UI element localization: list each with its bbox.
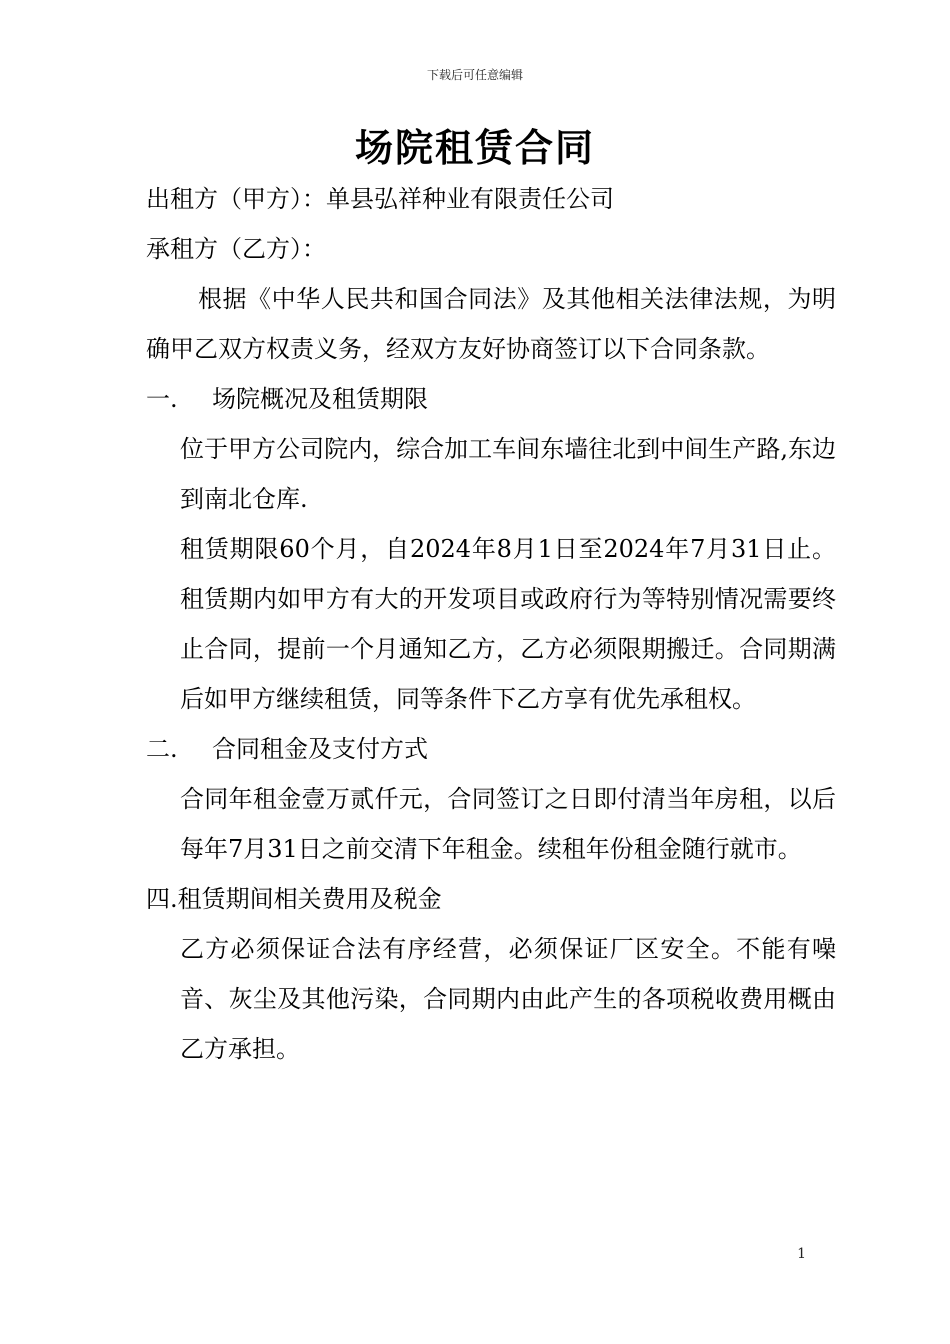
section-2-heading bbox=[146, 724, 836, 774]
lessor-line: 出租方（甲方）：单县弘祥种业有限责任公司 bbox=[146, 185, 614, 213]
section-1-paragraph-1: 位于甲方公司院内，综合加工车间东墙往北到中间生产路,东边到南北仓库. bbox=[180, 435, 836, 513]
section-title: 场院概况及租赁期限 bbox=[212, 385, 428, 413]
document-title: 场院租赁合同 bbox=[354, 125, 595, 170]
section-title: 合同租金及支付方式 bbox=[212, 735, 428, 763]
section-title: 租赁期间相关费用及税金 bbox=[177, 885, 442, 913]
section-4-heading bbox=[146, 874, 836, 924]
page-number: 1 bbox=[797, 1246, 806, 1262]
section-4-paragraph-1: 乙方必须保证合法有序经营，必须保证厂区安全。不能有噪音、灰尘及其他污染，合同期内由此产生的各项税收费用概由乙方承担。 bbox=[180, 935, 836, 1063]
section-number: 四. bbox=[146, 885, 178, 913]
section-1-heading bbox=[146, 374, 836, 424]
section-number: 二. bbox=[146, 735, 178, 763]
document-body bbox=[146, 174, 836, 1074]
lessee-line: 承租方（乙方）： bbox=[146, 235, 326, 263]
page-header: 下载后可任意编辑 bbox=[426, 68, 523, 82]
section-number: 一. bbox=[146, 385, 178, 413]
section-1-paragraph-2: 租赁期限60个月，自2024年8月1日至2024年7月31日止。租赁期内如甲方有大的开发项目或政府行为等特别情况需要终止合同，提前一个月通知乙方，乙方必须限期搬迁。合同期满后如甲方继续租赁，同等条件下乙方享有优先承租权。 bbox=[180, 535, 836, 713]
section-2-paragraph-1: 合同年租金壹万贰仟元，合同签订之日即付清当年房租，以后每年7月31日之前交清下年租金。续租年份租金随行就市。 bbox=[180, 785, 836, 863]
intro-paragraph: 根据《中华人民共和国合同法》及其他相关法律法规，为明确甲乙双方权责义务，经双方友好协商签订以下合同条款。 bbox=[146, 285, 836, 363]
